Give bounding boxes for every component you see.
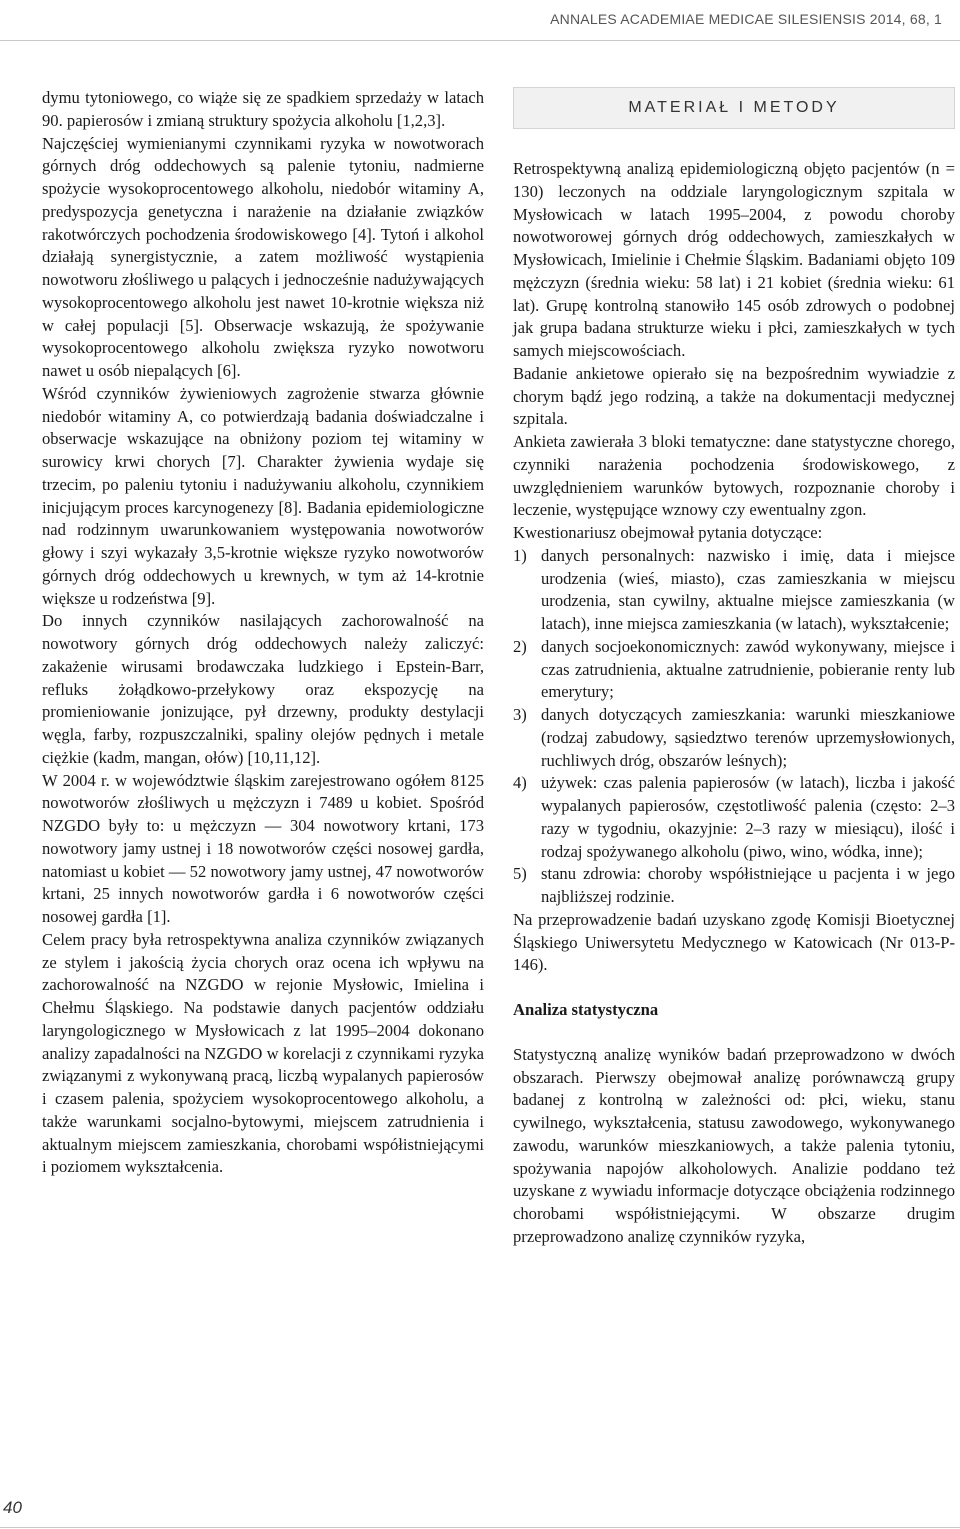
list-text: danych personalnych: nazwisko i imię, data i miejsce urodzenia (wieś, miasto), czas zamieszkania w miejscu urodzenia, stan cywilny, aktualne miejsce zamieszkania (w latach), inne miejsca zamieszkania (w latach), wykształcenie; xyxy=(541,545,955,633)
paragraph: Retrospektywną analizą epidemiologiczną objęto pacjentów (n = 130) leczonych na oddziale laryngologicznym szpitala w Mysłowicach w latach 1995–2004, z powodu choroby nowotworowej górnych dróg oddechowych, zamieszkałych w Mysłowicach, Imielinie i Chełmie Śląskim. Badaniami objęto 109 mężczyzn (średnia wieku: 58 lat) i 21 kobiet (średnia wieku: 61 lat). Grupę kontrolną stanowiło 145 osób zdrowych o podobnej jak grupa badana strukturze wieku i płci, zamieszkałych w tych samych miejscowościach. xyxy=(513,159,955,360)
list-item xyxy=(513,704,955,772)
paragraph: Kwestionariusz obejmował pytania dotyczące: xyxy=(513,523,823,542)
header-rule xyxy=(0,40,960,41)
list-item xyxy=(513,772,955,863)
running-head: ANNALES ACADEMIAE MEDICAE SILESIENSIS 2014, 68, 1 xyxy=(550,11,942,27)
list-text: stanu zdrowia: choroby współistniejące u pacjenta i w jego najbliższej rodzinie. xyxy=(541,864,955,906)
list-number: 5) xyxy=(513,864,527,884)
left-column xyxy=(42,87,484,1179)
list-number: 1) xyxy=(513,545,527,565)
footer-rule xyxy=(0,1527,960,1528)
paragraph: Na przeprowadzenie badań uzyskano zgodę Komisji Bioetycznej Śląskiego Uniwersytetu Medycznego w Katowicach (Nr 013-P-146). xyxy=(513,909,955,975)
right-column xyxy=(513,87,955,1249)
subsection-heading: Analiza statystyczna xyxy=(513,1000,659,1019)
paragraph: dymu tytoniowego, co wiąże się ze spadkiem sprzedaży w latach 90. papierosów i zmianą struktury spożycia alkoholu [1,2,3]. xyxy=(42,88,484,130)
list-number: 2) xyxy=(513,636,527,656)
section-heading-box xyxy=(513,87,955,129)
list-text: używek: czas palenia papierosów (w latach), liczba i jakość wypalanych papierosów, częstotliwość palenia (często: 2–3 razy w tygodniu, okazyjnie: 2–3 razy w miesiącu), ilość i rodzaj spożywanego alkoholu (piwo, wino, wódka, inne); xyxy=(541,773,955,861)
paragraph: Statystyczną analizę wyników badań przeprowadzono w dwóch obszarach. Pierwszy obejmował analizę porównawczą grupy badanej z kontrolną w zależności od: płci, wieku, stanu cywilnego, wykształcenia, statusu zawodowego, wykonywanego zawodu, warunków mieszkaniowych, a także palenia tytoniu, spożywania napojów alkoholowych. Analizie poddano też uzyskane z wywiadu informacje dotyczące obciążenia rodzinnego chorobami współistniejącymi. W obszarze drugim przeprowadzono analizę czynników ryzyka, xyxy=(513,1044,955,1246)
list-number: 3) xyxy=(513,705,527,724)
paragraph: Do innych czynników nasilających zachorowalność na nowotwory górnych dróg oddechowych należy zaliczyć: zakażenie wirusami brodawczaka ludzkiego i Epstein-Barr, refluks żołądkowo-przełykowy oraz ekspozycję na promieniowanie jonizujące, pył drzewny, produkty destylacji węgla, farby, rozpuszczalniki, spaliny olejów pędnych i metale ciężkie (kadm, mangan, ołów) [10,11,12]. xyxy=(42,611,484,767)
questionnaire-list xyxy=(513,545,955,909)
paragraph: W 2004 r. w województwie śląskim zarejestrowano ogółem 8125 nowotworów złośliwych u mężczyzn i 7489 u kobiet. Spośród NZGDO były to: u mężczyzn — 304 nowotwory krtani, 173 nowotwory jamy ustnej i 18 nowotworów części nosowej gardła, natomiast u kobiet — 52 nowotwory jamy ustnej, 47 nowotworów krtani, 25 innych nowotworów gardła i 6 nowotworów części nosowej gardła [1]. xyxy=(42,770,484,926)
list-item xyxy=(513,636,955,704)
list-item xyxy=(513,545,955,636)
list-text: danych dotyczących zamieszkania: warunki mieszkaniowe (rodzaj zabudowy, sąsiedztwo terenów uprzemysłowionych, ruchliwych dróg, obszarów leśnych); xyxy=(541,705,955,770)
paragraph: Ankieta zawierała 3 bloki tematyczne: dane statystyczne chorego, czynniki narażenia pochodzenia środowiskowego, z uwzględnieniem warunków bytowych, rozpoznanie choroby i leczenie, występujące wznowy czy ewentualny zgon. xyxy=(513,432,955,520)
section-title: MATERIAŁ I METODY xyxy=(628,98,840,116)
page-number: 40 xyxy=(3,1498,22,1517)
paragraph: Celem pracy była retrospektywna analiza czynników związanych ze stylem i jakością życia chorych oraz ocena ich wpływu na zachorowalność na NZGDO w rejonie Mysłowic, Imielina i Chełmu Śląskiego. Na podstawie danych pacjentów oddziału laryngologicznego w Mysłowicach z lat 1995–2004 dokonano analizy zapadalności na NZGDO w korelacji z czynnikami ryzyka związanymi z wykonywaną pracą, liczbą wypalanych papierosów i czasem palenia, spożyciem wysokoprocentowego alkoholu, a także warunkami socjalno-bytowymi, miejscem zatrudnienia i aktualnym miejscem zamieszkania, chorobami współistniejącymi i poziomem wykształcenia. xyxy=(42,929,484,1177)
list-item xyxy=(513,863,955,909)
list-number: 4) xyxy=(513,773,527,793)
paragraph: Wśród czynników żywieniowych zagrożenie stwarza głównie niedobór witaminy A, co potwierdzają badania doświadczalne i obserwacje wskazujące na obniżony poziom tej witaminy w surowicy krwi chorych [7]. Charakter żywienia wydaje się trzecim, po paleniu tytoniu i nadużywaniu alkoholu, czynnikiem inicjującym proces karcynogenezy [8]. Badania epidemiologiczne nad rodzinnym uwarunkowaniem występowania nowotworów głowy i szyi wykazały 3,5-krotnie większe ryzyko nowotworów górnych dróg oddechowych u krewnych, w tym aż 14-krotnie większe u rodzeństwa [9]. xyxy=(42,383,484,608)
paragraph: Badanie ankietowe opierało się na bezpośrednim wywiadzie z chorym bądź jego rodziną, a także na dokumentacji medycznej szpitala. xyxy=(513,363,955,429)
list-text: danych socjoekonomicznych: zawód wykonywany, miejsce i czas zatrudnienia, aktualne zatrudnienie, pobieranie renty lub emerytury; xyxy=(541,636,955,702)
paragraph: Najczęściej wymienianymi czynnikami ryzyka w nowotworach górnych dróg oddechowych są palenie tytoniu, nadmierne spożycie wysokoprocentowego alkoholu, niedobór witaminy A, predyspozycja genetyczna i narażenie na działanie związków rakotwórczych pochodzenia środowiskowego [4]. Tytoń i alkohol działają synergistycznie, a zatem możliwość wystąpienia nowotworu złośliwego u palących i jednocześnie nadużywających wysokoprocentowego alkoholu jest nawet 10-krotnie większa niż w całej populacji [5]. Obserwacje wskazują, że spożywanie wysokoprocentowego alkoholu zwiększa ryzyko nowotworu nawet u osób niepalących [6]. xyxy=(42,133,484,380)
